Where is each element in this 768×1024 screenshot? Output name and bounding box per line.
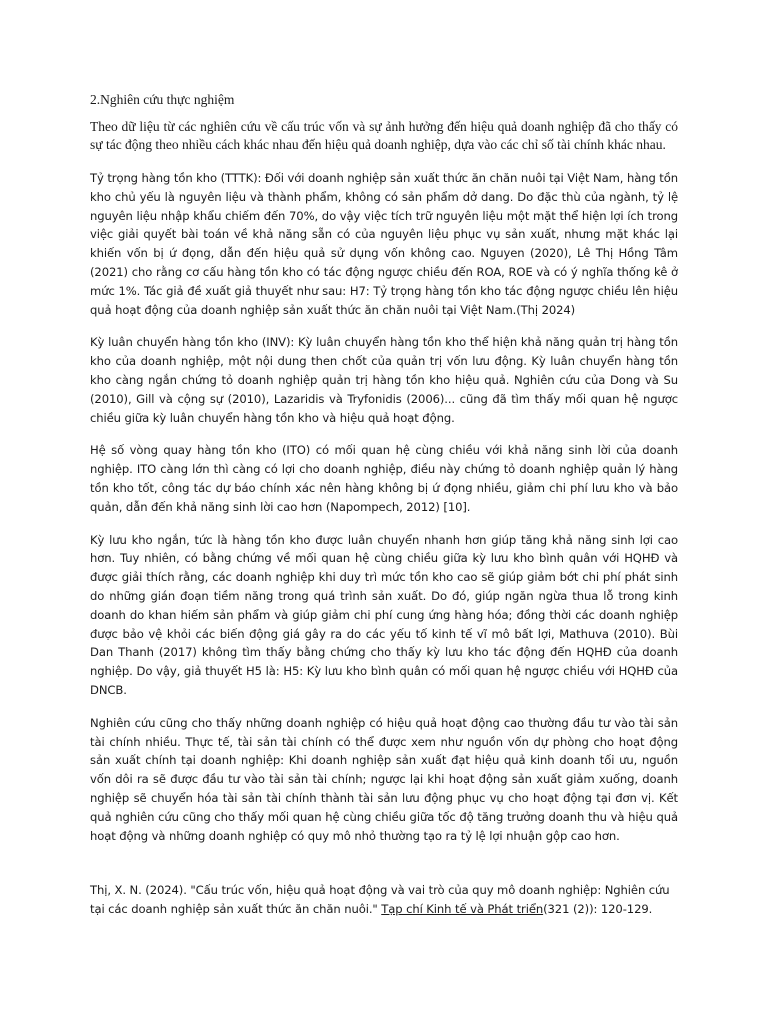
paragraph-inventory-turnover: Hệ số vòng quay hàng tồn kho (ITO) có mối quan hệ cùng chiều với khả năng sinh lời của doanh nghiệp. ITO càng lớn thì càng có lợi cho doanh nghiệp, điều này chứng tỏ doanh nghiệp quản lý hàng tồn kho tốt, công tác dự báo chính xác nên hàng không bị ứ đọng nhiều, giảm chi phí lưu kho và bảo quản, dẫn đến khả năng sinh lời cao hơn (Napompech, 2012) [10].: [90, 443, 678, 514]
section-heading: 2.Nghiên cứu thực nghiệm: [90, 92, 235, 107]
paragraph-inventory-ratio: Tỷ trọng hàng tồn kho (TTTK): Đối với doanh nghiệp sản xuất thức ăn chăn nuôi tại Việt Nam, hàng tồn kho chủ yếu là nguyên liệu và thành phẩm, không có sản phẩm dở dang. Do đặc thù của ngành, tỷ lệ nguyên liệu nhập khẩu chiếm đến 70%, do vậy việc tích trữ nguyên liệu một mặt thể hiện lợi ích trong việc giải quyết bài toán về khả năng sẵn có của nguyên liệu phục vụ sản xuất, nhưng mặt khác lại khiến vốn bị ứ đọng, dẫn đến hiệu quả sử dụng vốn không cao. Nguyen (2020), Lê Thị Hồng Tâm (2021) cho rằng cơ cấu hàng tồn kho có tác động ngược chiều đến ROA, ROE và có ý nghĩa thống kê ở mức 1%. Tác giả đề xuất giả thuyết như sau: H7: Tỷ trọng hàng tồn kho tác động ngược chiều lên hiệu quả hoạt động của doanh nghiệp sản xuất thức ăn chăn nuôi tại Việt Nam.(Thị 2024): [90, 171, 678, 317]
reference-pages: (321 (2)): 120-129.: [543, 902, 653, 917]
paragraph-financial-assets: Nghiên cứu cũng cho thấy những doanh nghiệp có hiệu quả hoạt động cao thường đầu tư vào tài sản tài chính nhiều. Thực tế, tài sản tài chính có thể được xem như nguồn vốn dự phòng cho hoạt động sản xuất chính tại doanh nghiệp: Khi doanh nghiệp sản xuất đạt hiệu quả kinh doanh tối ưu, nguồn vốn dôi ra sẽ được đầu tư vào tài sản tài chính; ngược lại khi hoạt động sản xuất giảm xuống, doanh nghiệp sẽ chuyển hóa tài sản tài chính thành tài sản lưu động phục vụ cho hoạt động tại đơn vị. Kết quả nghiên cứu cũng cho thấy mối quan hệ cùng chiều giữa tốc độ tăng trưởng doanh thu và hiệu quả hoạt động và những doanh nghiệp có quy mô nhỏ thường tạo ra tỷ lệ lợi nhuận gộp cao hơn.: [90, 715, 678, 843]
journal-link[interactable]: Tạp chí Kinh tế và Phát triển: [381, 902, 544, 917]
paragraph-inventory-period: Kỳ luân chuyển hàng tồn kho (INV): Kỳ luân chuyển hàng tồn kho thể hiện khả năng quản trị hàng tồn kho của doanh nghiệp, một nội dung then chốt của quản trị vốn lưu động. Kỳ luân chuyển hàng tồn kho càng ngắn chứng tỏ doanh nghiệp quản trị hàng tồn kho hiệu quả. Nghiên cứu của Dong và Su (2010), Gill và cộng sự (2010), Lazaridis và Tryfonidis (2006)... cũng đã tìm thấy mối quan hệ ngược chiều giữa kỳ luân chuyển hàng tồn kho và hiệu quả hoạt động.: [90, 335, 678, 425]
reference-citation: [90, 881, 678, 919]
paragraph-storage-period: Kỳ lưu kho ngắn, tức là hàng tồn kho được luân chuyển nhanh hơn giúp tăng khả năng sinh lợi cao hơn. Tuy nhiên, có bằng chứng về mối quan hệ cùng chiều giữa kỳ lưu kho bình quân với HQHĐ và được giải thích rằng, các doanh nghiệp khi duy trì mức tồn kho cao sẽ giúp giảm bớt chi phí phát sinh do những gián đoạn tiềm năng trong quá trình sản xuất. Do đó, giúp ngăn ngừa thua lỗ trong kinh doanh do khan hiếm sản phẩm và giúp giảm chi phí cung ứng hàng hóa; đồng thời các doanh nghiệp được bảo vệ khỏi các biến động giá gây ra do các yếu tố kinh tế vĩ mô bất lợi, Mathuva (2010). Bùi Dan Thanh (2017) không tìm thấy bằng chứng cho thấy kỳ lưu kho tác động đến HQHĐ của doanh nghiệp. Do vậy, giả thuyết H5 là: H5: Kỳ lưu kho bình quân có mối quan hệ ngược chiều với HQHĐ của DNCB.: [90, 532, 678, 697]
reference-text: Thị, X. N. (2024). "Cấu trúc vốn, hiệu quả hoạt động và vai trò của quy mô doanh nghiệp: Nghiên cứu tại các doanh nghiệp sản xuất thức ăn chăn nuôi.": [90, 883, 670, 917]
document-page: [90, 91, 678, 919]
intro-paragraph: Theo dữ liệu từ các nghiên cứu về cấu trúc vốn và sự ảnh hưởng đến hiệu quả doanh nghiệp đã cho thấy có sự tác động theo nhiều cách khác nhau đến hiệu quả doanh nghiệp, dựa vào các chỉ số tài chính khác nhau.: [90, 119, 678, 152]
